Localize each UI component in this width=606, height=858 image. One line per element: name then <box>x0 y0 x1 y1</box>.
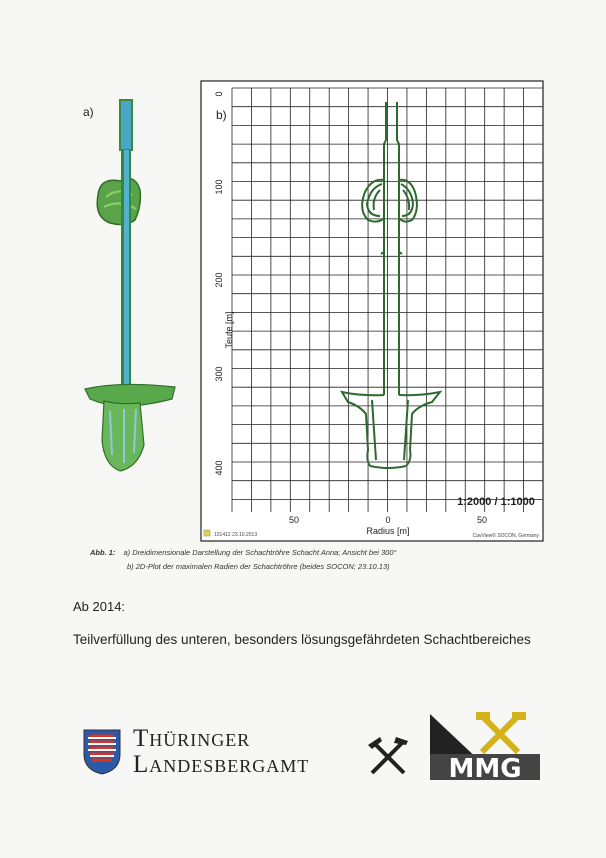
y-axis-label: Teufe [m] <box>224 311 234 349</box>
section-heading: Ab 2014: <box>73 599 126 614</box>
shaft-3d-rendering <box>80 95 190 480</box>
tlba-logo-line-1: Thüringer <box>133 725 251 752</box>
mmg-logo-icon <box>428 710 543 782</box>
caption-prefix: Abb. 1: <box>90 548 116 557</box>
y-tick-100: 100 <box>214 179 224 195</box>
x-tick-right-50: 50 <box>476 515 488 525</box>
section-paragraph: Teilverfüllung des unteren, besonders lösungsgefährdeten Schachtbereiches <box>73 632 531 647</box>
plot-frame <box>201 81 543 541</box>
y-tick-400: 400 <box>214 460 224 476</box>
x-tick-0: 0 <box>385 515 391 525</box>
panel-a-label: a) <box>83 105 94 119</box>
footer-icon <box>204 530 210 536</box>
scale-label: 1:2000 / 1:1000 <box>457 496 535 508</box>
figure-caption <box>90 548 397 557</box>
y-tick-200: 200 <box>214 272 224 288</box>
panel-b-label: b) <box>216 108 227 122</box>
x-axis-label: Radius [m] <box>366 526 410 536</box>
thuringia-coat-of-arms-icon <box>82 728 122 776</box>
caption-line-1: a) Dreidimensionale Darstellung der Schachtröhre Schacht Anna; Ansicht bei 300° <box>123 548 397 557</box>
y-tick-300: 300 <box>214 366 224 382</box>
tlba-logo-line-2: Landesbergamt <box>133 751 310 778</box>
plot-footer-right: CavView© SOCON, Germany <box>472 533 539 539</box>
y-tick-0: 0 <box>214 91 224 97</box>
caption-line-2: b) 2D-Plot der maximalen Radien der Schachtröhre (beides SOCON; 23.10.13) <box>127 562 390 571</box>
x-tick-left-50: 50 <box>288 515 300 525</box>
mmg-logo-text: MMG <box>448 754 522 782</box>
radius-depth-plot <box>200 80 545 542</box>
plot-footer-left: 131412 23.10.2013 <box>214 532 258 538</box>
hammer-and-pick-icon <box>366 735 410 777</box>
